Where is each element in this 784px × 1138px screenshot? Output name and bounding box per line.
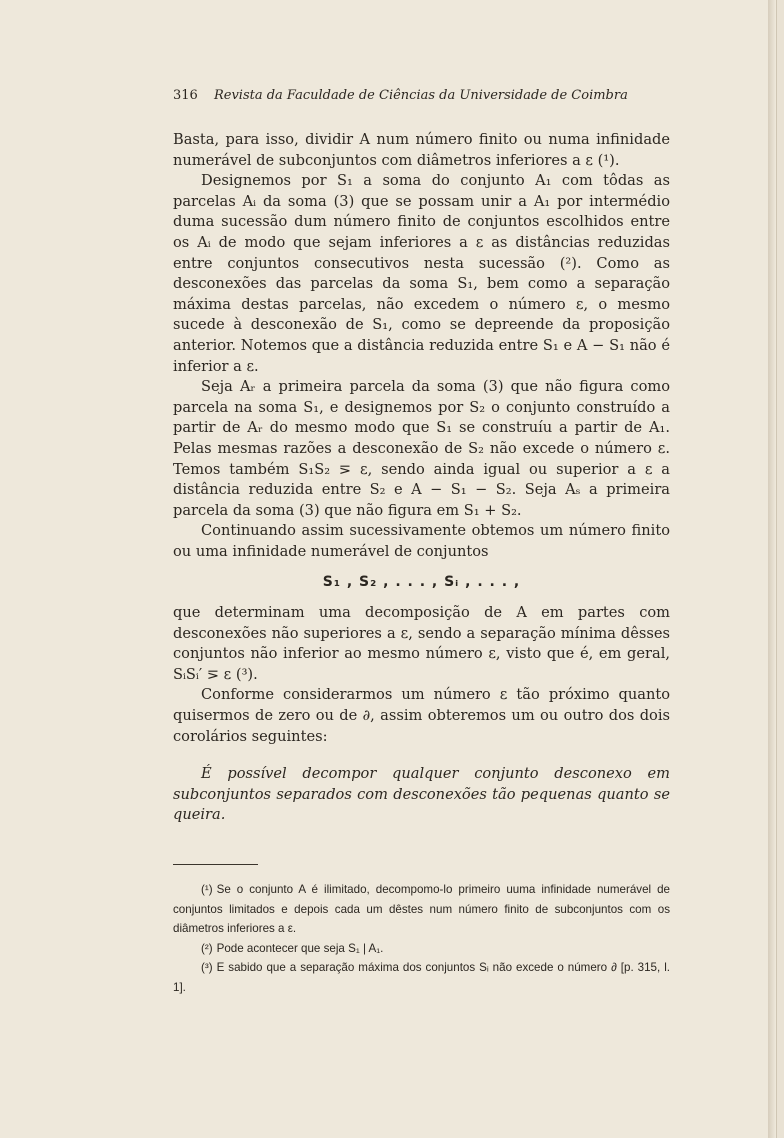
footnote-text: E sabido que a separação máxima dos conjuntos Sᵢ não excede o número ∂ [p. 315, l. 1]. (173, 961, 670, 994)
footnote-text: Pode acontecer que seja S₁ | A₁. (216, 941, 384, 955)
corollary-statement: É possível decompor qualquer conjunto desconexo em subconjuntos separados com desconexões tão pequenas quanto se queira. (173, 765, 670, 824)
footnote-mark: (²) (201, 941, 213, 955)
paragraph: Seja Aᵣ a primeira parcela da soma (3) que não figura como parcela na soma S₁, e designemos por S₂ o conjunto construído a partir de Aᵣ do mesmo modo que S₁ se construíu a partir de A₁. Pelas mesmas razões a desconexão de S₂ não excede o número ε. Temos também S₁S₂ ⋝ ε, sendo ainda igual ou superior a ε a distância reduzida entre S₂ e A − S₁ − S₂. Seja Aₛ a primeira parcela da soma (3) que não figura em S₁ + S₂. (173, 378, 670, 519)
footnote (173, 939, 670, 959)
display-formula: S₁ , S₂ , . . . , Sᵢ , . . . , (322, 574, 521, 591)
running-header (173, 88, 653, 103)
page-edge (768, 0, 776, 1138)
footnote-text: Se o conjunto A é ilimitado, decompomo-lo primeiro uuma infinidade numerável de conjuntos limitados e depois cada um dêstes num número finito de subconjuntos com os diâmetros inferiores a ε. (173, 883, 670, 935)
main-text (173, 130, 670, 826)
page-number: 316 (173, 88, 198, 103)
footnote-mark: (³) (201, 961, 213, 974)
paragraph: Conforme considerarmos um número ε tão próximo quanto quisermos de zero ou de ∂, assim obteremos um ou outro dos dois corolários seguintes: (173, 686, 670, 745)
footnote (173, 880, 670, 939)
paragraph: que determinam uma decomposição de A em partes com desconexões não superiores a ε, sendo a separação mínima dêsses conjuntos não inferior ao mesmo número ε, visto que é, em geral, SᵢSᵢ′ ⋝ ε (³). (173, 604, 670, 683)
paragraph: Basta, para isso, dividir A num número finito ou numa infinidade numerável de subconjuntos com diâmetros inferiores a ε (¹). (173, 131, 670, 169)
footnote-mark: (¹) (201, 883, 213, 896)
paragraph: Continuando assim sucessivamente obtemos um número finito ou uma infinidade numerável de conjuntos (173, 522, 670, 560)
journal-title: Revista da Faculdade de Ciências da Universidade de Coimbra (213, 88, 628, 103)
footnotes (173, 880, 670, 997)
footnote-rule (173, 864, 258, 865)
paragraph: Designemos por S₁ a soma do conjunto A₁ com tôdas as parcelas Aᵢ da soma (3) que se possam unir a A₁ por intermédio duma sucessão dum número finito de conjuntos escolhidos entre os Aᵢ de modo que sejam inferiores a ε as distâncias reduzidas entre conjuntos consecutivos nesta sucessão (²). Como as desconexões das parcelas da soma S₁, bem como a separação máxima destas parcelas, não excedem o número ε, o mesmo sucede à desconexão de S₁, como se depreende da proposição anterior. Notemos que a distância reduzida entre S₁ e A − S₁ não é inferior a ε. (173, 172, 670, 375)
footnote (173, 958, 670, 997)
